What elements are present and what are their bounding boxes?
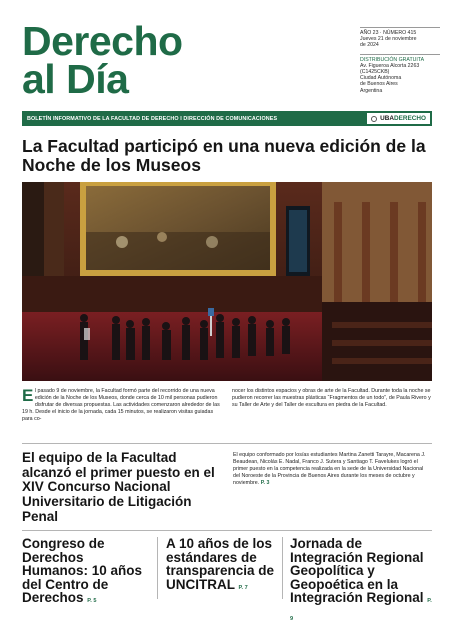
uba-seal-icon bbox=[371, 116, 377, 122]
band-text: BOLETÍN INFORMATIVO DE LA FACULTAD DE DERECHO I DIRECCIÓN DE COMUNICACIONES bbox=[27, 115, 278, 122]
address-line3: Ciudad Autónoma bbox=[360, 75, 402, 82]
issue-number: AÑO 23 · NÚMERO 415 bbox=[360, 30, 417, 36]
address-line5: Argentina bbox=[360, 87, 383, 94]
issue-date-line1: Jueves 21 de noviembre bbox=[360, 36, 417, 43]
museum-hall-photo bbox=[22, 182, 432, 381]
lead-column-1-text: l pasado 9 de noviembre, la Facultad formó parte del recorrido de una nueva edición de la Noche de los Museos, donde cerca de 10 mil personas pudieron disfrutar de diversas propuestas. Las actividades comenzaron alrededor de las 19 h. Desde el inicio de la jornada, cada 15 minutos, se realizaron visitas guiadas para co- bbox=[22, 388, 220, 422]
address-line4: de Buenos Aires bbox=[360, 81, 398, 88]
masthead-title-line1: Derecho bbox=[22, 18, 183, 64]
lead-column-2 bbox=[232, 388, 432, 423]
teaser-1-title: Congreso de Derechos Humanos: 10 años del Centro de Derechos bbox=[22, 536, 143, 606]
story2-page-ref[interactable]: P. 3 bbox=[260, 480, 270, 486]
issue-date-line2: de 2024 bbox=[360, 42, 379, 49]
divider bbox=[22, 443, 432, 444]
lead-column-1 bbox=[22, 385, 222, 423]
uba-derecho-logo[interactable] bbox=[367, 113, 430, 124]
teaser-1[interactable] bbox=[22, 537, 150, 609]
teaser-3-page-ref[interactable]: P. 9 bbox=[290, 598, 432, 622]
teaser-3[interactable] bbox=[290, 537, 436, 627]
distribution-label: DISTRIBUCIÓN GRATUITA bbox=[360, 56, 425, 63]
address-line1: Av. Figueroa Alcorta 2263 bbox=[360, 62, 420, 69]
story2-body-text: El equipo conformado por los/as estudiantes Martina Zanetti Tarayre, Macarena J. Beaudean, Nicolás E. Nadal, Franco J. Sutera y Santiago T. Favelukes logró el primer puesto en la competencia realizada en la sede de la Universidad Nacional del Noroeste de la Provincia de Buenos Aires durante los meses de octubre y noviembre. bbox=[233, 452, 426, 486]
dropcap: E bbox=[22, 385, 34, 405]
column-divider bbox=[282, 537, 283, 599]
lead-headline[interactable]: La Facultad participó en una nueva edición de la Noche de los Museos bbox=[22, 136, 426, 175]
teaser-2[interactable] bbox=[166, 537, 286, 595]
address-line2: (C1425CKB) bbox=[360, 69, 390, 76]
teaser-2-title: A 10 años de los estándares de transparencia de UNCITRAL bbox=[166, 536, 275, 592]
teaser-2-page-ref[interactable]: P. 7 bbox=[238, 584, 248, 591]
column-divider bbox=[157, 537, 158, 599]
logo-derecho-text: DERECHO bbox=[394, 115, 426, 122]
story2-body bbox=[233, 452, 431, 487]
section-band bbox=[22, 111, 432, 126]
logo-uba-text: UBA bbox=[380, 115, 395, 122]
masthead-title bbox=[22, 18, 322, 102]
teaser-3-title: Jornada de Integración Regional Geopolítica y Geopoética en la Integración Regional bbox=[290, 536, 424, 606]
lead-column-2-text: nocer los distintos espacios y obras de arte de la Facultad. Durante toda la noche se pudieron recorrer las muestras plásticas “Fragmentos de un todo”, de Paula Rivero y su Taller de Arte y del Taller de escultura en piedra de la Facultad. bbox=[232, 388, 431, 408]
masthead-title-line2: al Día bbox=[22, 56, 129, 102]
story2-headline[interactable]: El equipo de la Facultad alcanzó el primer puesto en el XIV Concurso Nacional Universitario de Litigación Penal bbox=[22, 450, 215, 524]
lead-article bbox=[22, 385, 432, 423]
divider bbox=[22, 530, 432, 531]
teaser-1-page-ref[interactable]: P. 5 bbox=[87, 598, 97, 605]
issue-info bbox=[360, 26, 440, 94]
lead-photo bbox=[22, 182, 432, 381]
